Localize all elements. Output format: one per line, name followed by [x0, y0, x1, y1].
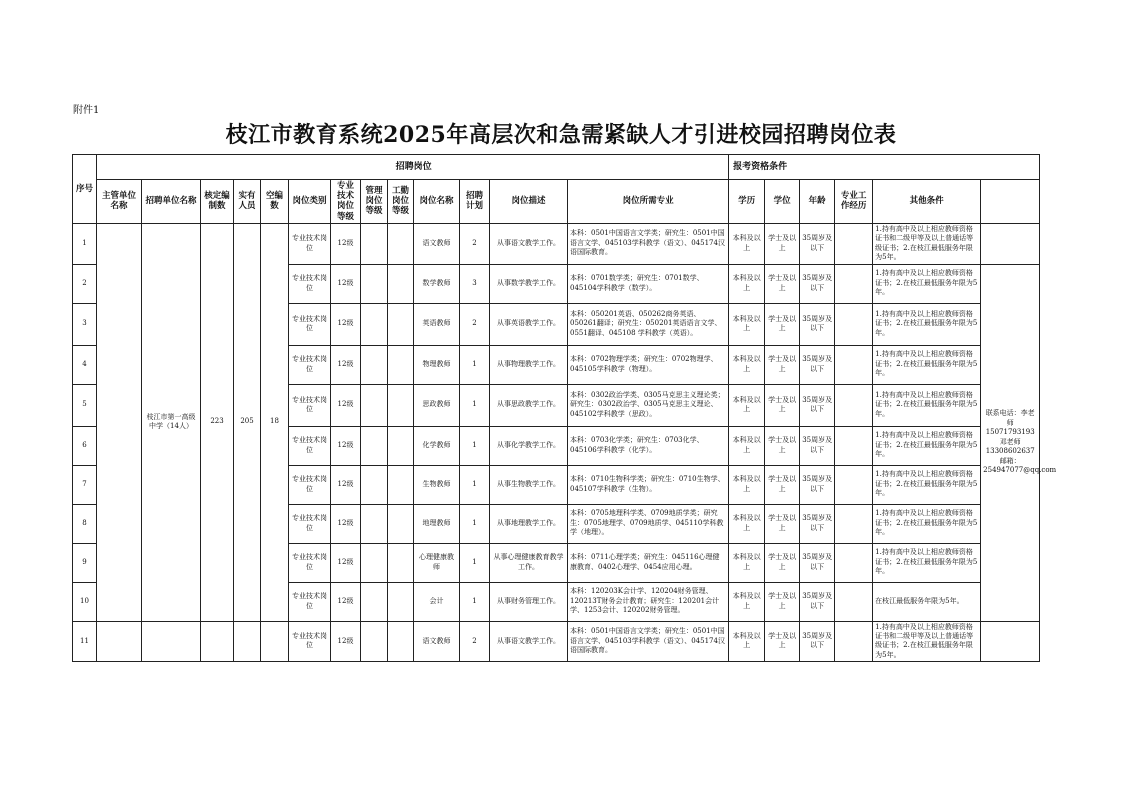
cell-major: 本科：0701数学类；研究生：0701数学、045104学科教学（数学）。	[568, 264, 729, 303]
cell-major: 本科：120203K会计学、120204财务管理、120213T财务会计教育；研究生：120201会计学、1253会计、120202财务管理。	[568, 582, 729, 621]
cell-mgmt-level	[361, 426, 388, 465]
cell-post-type: 专业技术岗位	[289, 303, 331, 345]
cell-post-name: 心理健康教师	[414, 543, 460, 582]
cell-other: 1.持有高中及以上相应教师资格证书；2.在枝江最低服务年限为5年。	[873, 426, 981, 465]
cell-seq: 1	[73, 223, 97, 264]
header-actual: 实有人员	[234, 180, 261, 224]
cell-mgmt-level	[361, 303, 388, 345]
cell-other: 1.持有高中及以上相应教师资格证书；2.在枝江最低服务年限为5年。	[873, 543, 981, 582]
cell-post-type: 专业技术岗位	[289, 465, 331, 504]
cell-seq: 8	[73, 504, 97, 543]
cell-other: 1.持有高中及以上相应教师资格证书；2.在枝江最低服务年限为5年。	[873, 504, 981, 543]
cell-tech-level: 12级	[331, 426, 361, 465]
cell-desc: 从事财务管理工作。	[490, 582, 568, 621]
cell-edu: 本科及以上	[729, 543, 765, 582]
cell-desc: 从事生物教学工作。	[490, 465, 568, 504]
cell-plan: 1	[460, 543, 490, 582]
cell-exp	[835, 384, 873, 426]
cell-seq: 2	[73, 264, 97, 303]
cell-mgmt-level	[361, 384, 388, 426]
cell-post-type: 专业技术岗位	[289, 504, 331, 543]
cell-labor-level	[388, 303, 414, 345]
cell-age: 35周岁及以下	[800, 543, 835, 582]
cell-age: 35周岁及以下	[800, 582, 835, 621]
cell-tech-level: 12级	[331, 223, 361, 264]
header-dept: 主管单位名称	[97, 180, 142, 224]
header-unit: 招聘单位名称	[142, 180, 201, 224]
cell-post-name: 生物教师	[414, 465, 460, 504]
table-row	[73, 223, 1040, 264]
cell-desc: 从事思政教学工作。	[490, 384, 568, 426]
cell-major: 本科：0710生物科学类；研究生：0710生物学、045107学科教学（生物）。	[568, 465, 729, 504]
cell-major: 本科：0702物理学类；研究生：0702物理学、045105学科教学（物理）。	[568, 345, 729, 384]
cell-post-name: 地理教师	[414, 504, 460, 543]
cell-post-name: 数学教师	[414, 264, 460, 303]
cell-unit	[142, 621, 201, 662]
cell-age: 35周岁及以下	[800, 303, 835, 345]
cell-plan: 2	[460, 223, 490, 264]
cell-mgmt-level	[361, 264, 388, 303]
cell-desc: 从事语文教学工作。	[490, 621, 568, 662]
cell-edu: 本科及以上	[729, 504, 765, 543]
cell-exp	[835, 621, 873, 662]
cell-dept	[97, 621, 142, 662]
cell-plan: 1	[460, 504, 490, 543]
header-seq: 序号	[73, 155, 97, 224]
cell-exp	[835, 345, 873, 384]
cell-unit: 枝江市第一高级中学（14人）	[142, 223, 201, 621]
cell-tech-level: 12级	[331, 345, 361, 384]
cell-edu: 本科及以上	[729, 303, 765, 345]
cell-exp	[835, 543, 873, 582]
cell-quota	[201, 621, 234, 662]
cell-plan: 1	[460, 345, 490, 384]
cell-tech-level: 12级	[331, 621, 361, 662]
cell-actual	[234, 621, 261, 662]
cell-plan: 1	[460, 465, 490, 504]
cell-post-name: 思政教师	[414, 384, 460, 426]
cell-post-type: 专业技术岗位	[289, 582, 331, 621]
cell-labor-level	[388, 264, 414, 303]
cell-degree: 学士及以上	[765, 303, 800, 345]
cell-desc: 从事化学教学工作。	[490, 426, 568, 465]
cell-degree: 学士及以上	[765, 345, 800, 384]
cell-vacancy: 18	[261, 223, 289, 621]
cell-post-type: 专业技术岗位	[289, 621, 331, 662]
cell-seq: 5	[73, 384, 97, 426]
cell-plan: 1	[460, 384, 490, 426]
header-edu: 学历	[729, 180, 765, 224]
cell-other: 1.持有高中及以上相应教师资格证书；2.在枝江最低服务年限为5年。	[873, 345, 981, 384]
header-tech-level: 专业技术岗位等级	[331, 180, 361, 224]
cell-labor-level	[388, 543, 414, 582]
cell-plan: 1	[460, 426, 490, 465]
cell-age: 35周岁及以下	[800, 384, 835, 426]
header-other: 其他条件	[873, 180, 981, 224]
cell-degree: 学士及以上	[765, 426, 800, 465]
cell-mgmt-level	[361, 345, 388, 384]
cell-labor-level	[388, 426, 414, 465]
header-quota: 核定编制数	[201, 180, 234, 224]
cell-post-name: 物理教师	[414, 345, 460, 384]
cell-age: 35周岁及以下	[800, 345, 835, 384]
cell-major: 本科：0705地理科学类、0709地质学类；研究生：0705地理学、0709地质学、045110学科教学（地理）。	[568, 504, 729, 543]
cell-tech-level: 12级	[331, 504, 361, 543]
cell-other: 1.持有高中及以上相应教师资格证书；2.在枝江最低服务年限为5年。	[873, 303, 981, 345]
cell-post-type: 专业技术岗位	[289, 223, 331, 264]
cell-post-type: 专业技术岗位	[289, 345, 331, 384]
cell-age: 35周岁及以下	[800, 264, 835, 303]
cell-edu: 本科及以上	[729, 345, 765, 384]
cell-age: 35周岁及以下	[800, 621, 835, 662]
cell-desc: 从事数学教学工作。	[490, 264, 568, 303]
cell-tech-level: 12级	[331, 264, 361, 303]
cell-exp	[835, 582, 873, 621]
header-row-1	[73, 155, 1040, 180]
header-age: 年龄	[800, 180, 835, 224]
cell-other: 1.持有高中及以上相应教师资格证书和二级甲等及以上普通话等级证书；2.在枝江最低服务年限为5年。	[873, 223, 981, 264]
cell-degree: 学士及以上	[765, 384, 800, 426]
cell-degree: 学士及以上	[765, 543, 800, 582]
cell-post-type: 专业技术岗位	[289, 384, 331, 426]
page-title: 枝江市教育系统2025年高层次和急需紧缺人才引进校园招聘岗位表	[225, 122, 897, 148]
cell-exp	[835, 223, 873, 264]
cell-exp	[835, 504, 873, 543]
cell-post-name: 语文教师	[414, 621, 460, 662]
cell-seq: 10	[73, 582, 97, 621]
cell-edu: 本科及以上	[729, 384, 765, 426]
cell-post-name: 会计	[414, 582, 460, 621]
cell-major: 本科：0501中国语言文学类；研究生：0501中国语言文学、045103学科教学（语文）、045174汉语国际教育。	[568, 621, 729, 662]
cell-labor-level	[388, 621, 414, 662]
cell-major: 本科：0703化学类；研究生：0703化学、045106学科教学（化学）。	[568, 426, 729, 465]
cell-post-name: 化学教师	[414, 426, 460, 465]
recruitment-table	[72, 154, 1057, 662]
header-group-requirements: 报考资格条件	[729, 155, 1040, 180]
cell-other: 在枝江最低服务年限为5年。	[873, 582, 981, 621]
cell-post-name: 英语教师	[414, 303, 460, 345]
cell-plan: 2	[460, 303, 490, 345]
cell-degree: 学士及以上	[765, 621, 800, 662]
header-mgmt-level: 管理岗位等级	[361, 180, 388, 224]
cell-seq: 6	[73, 426, 97, 465]
cell-post-type: 专业技术岗位	[289, 426, 331, 465]
cell-edu: 本科及以上	[729, 621, 765, 662]
cell-tech-level: 12级	[331, 543, 361, 582]
cell-exp	[835, 465, 873, 504]
cell-mgmt-level	[361, 465, 388, 504]
cell-edu: 本科及以上	[729, 264, 765, 303]
cell-major: 本科：050201英语、050262商务英语、050261翻译；研究生：050201英语语言文学、0551翻译、045108 学科教学（英语）。	[568, 303, 729, 345]
header-plan: 招聘计划	[460, 180, 490, 224]
cell-labor-level	[388, 345, 414, 384]
header-post-name: 岗位名称	[414, 180, 460, 224]
cell-edu: 本科及以上	[729, 223, 765, 264]
cell-edu: 本科及以上	[729, 465, 765, 504]
cell-age: 35周岁及以下	[800, 426, 835, 465]
cell-other: 1.持有高中及以上相应教师资格证书；2.在枝江最低服务年限为5年。	[873, 384, 981, 426]
cell-major: 本科：0302政治学类、0305马克思主义理论类；研究生：0302政治学、0305马克思主义理论、045102学科教学（思政）。	[568, 384, 729, 426]
cell-labor-level	[388, 582, 414, 621]
attachment-label: 附件1	[73, 105, 100, 116]
cell-desc: 从事物理教学工作。	[490, 345, 568, 384]
cell-plan: 3	[460, 264, 490, 303]
cell-exp	[835, 426, 873, 465]
cell-mgmt-level	[361, 504, 388, 543]
cell-seq: 3	[73, 303, 97, 345]
cell-post-type: 专业技术岗位	[289, 543, 331, 582]
cell-desc: 从事心理健康教育教学工作。	[490, 543, 568, 582]
cell-actual: 205	[234, 223, 261, 621]
cell-remarks	[981, 621, 1040, 662]
cell-quota: 223	[201, 223, 234, 621]
cell-seq: 7	[73, 465, 97, 504]
cell-labor-level	[388, 465, 414, 504]
header-exp: 专业工作经历	[835, 180, 873, 224]
cell-mgmt-level	[361, 543, 388, 582]
cell-tech-level: 12级	[331, 465, 361, 504]
header-desc: 岗位描述	[490, 180, 568, 224]
cell-major: 本科：0501中国语言文学类；研究生：0501中国语言文学、045103学科教学（语文）、045174汉语国际教育。	[568, 223, 729, 264]
cell-dept	[97, 223, 142, 621]
cell-edu: 本科及以上	[729, 582, 765, 621]
cell-edu: 本科及以上	[729, 426, 765, 465]
header-row-2	[73, 180, 1040, 224]
cell-age: 35周岁及以下	[800, 223, 835, 264]
cell-exp	[835, 264, 873, 303]
cell-tech-level: 12级	[331, 384, 361, 426]
header-post-type: 岗位类别	[289, 180, 331, 224]
cell-degree: 学士及以上	[765, 264, 800, 303]
cell-labor-level	[388, 223, 414, 264]
table-row	[73, 621, 1040, 662]
cell-degree: 学士及以上	[765, 504, 800, 543]
cell-seq: 9	[73, 543, 97, 582]
cell-labor-level	[388, 384, 414, 426]
cell-seq: 11	[73, 621, 97, 662]
cell-desc: 从事英语教学工作。	[490, 303, 568, 345]
cell-major: 本科：0711心理学类；研究生：045116心理健康教育、0402心理学、0454应用心理。	[568, 543, 729, 582]
cell-remarks	[981, 223, 1040, 264]
header-vacancy: 空编数	[261, 180, 289, 224]
cell-degree: 学士及以上	[765, 223, 800, 264]
cell-vacancy	[261, 621, 289, 662]
cell-age: 35周岁及以下	[800, 465, 835, 504]
cell-exp	[835, 303, 873, 345]
cell-age: 35周岁及以下	[800, 504, 835, 543]
cell-mgmt-level	[361, 621, 388, 662]
cell-plan: 1	[460, 582, 490, 621]
cell-labor-level	[388, 504, 414, 543]
cell-degree: 学士及以上	[765, 465, 800, 504]
cell-remarks: 联系电话：李老师15071793193邓老师13308602637邮箱：254947077@qq.com	[981, 264, 1040, 621]
header-degree: 学位	[765, 180, 800, 224]
cell-tech-level: 12级	[331, 303, 361, 345]
cell-post-name: 语文教师	[414, 223, 460, 264]
header-major: 岗位所需专业	[568, 180, 729, 224]
cell-desc: 从事语文教学工作。	[490, 223, 568, 264]
cell-mgmt-level	[361, 223, 388, 264]
header-group-recruit: 招聘岗位	[97, 155, 729, 180]
cell-mgmt-level	[361, 582, 388, 621]
header-labor-level: 工勤岗位等级	[388, 180, 414, 224]
cell-tech-level: 12级	[331, 582, 361, 621]
cell-other: 1.持有高中及以上相应教师资格证书；2.在枝江最低服务年限为5年。	[873, 465, 981, 504]
cell-plan: 2	[460, 621, 490, 662]
cell-other: 1.持有高中及以上相应教师资格证书；2.在枝江最低服务年限为5年。	[873, 264, 981, 303]
cell-desc: 从事地理教学工作。	[490, 504, 568, 543]
cell-degree: 学士及以上	[765, 582, 800, 621]
cell-seq: 4	[73, 345, 97, 384]
cell-post-type: 专业技术岗位	[289, 264, 331, 303]
cell-other: 1.持有高中及以上相应教师资格证书和二级甲等及以上普通话等级证书；2.在枝江最低服务年限为5年。	[873, 621, 981, 662]
